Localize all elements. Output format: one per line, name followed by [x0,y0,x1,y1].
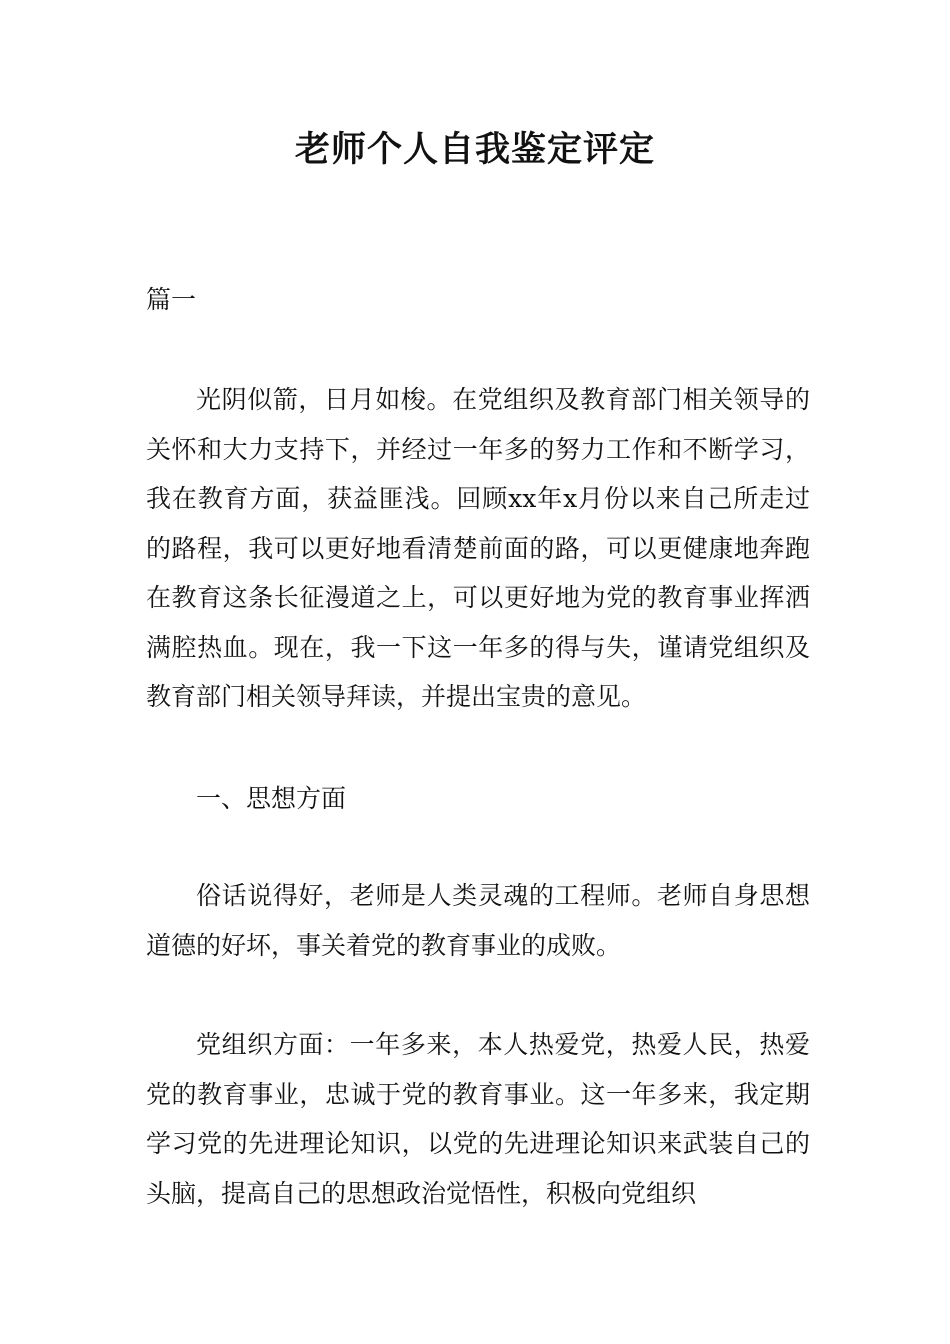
section-label: 篇一 [146,285,197,314]
paragraph-party: 党组织方面：一年多来，本人热爱党，热爱人民，热爱党的教育事业，忠诚于党的教育事业。这一年多来，我定期学习党的先进理论知识，以党的先进理论知识来武装自己的头脑，提高自己的思想政治觉悟性，积极向党组织 [146,1030,810,1208]
subheading-thought: 一、思想方面 [196,784,347,813]
paragraph-thought: 俗话说得好，老师是人类灵魂的工程师。老师自身思想道德的好坏，事关着党的教育事业的成败。 [146,881,810,960]
page-title: 老师个人自我鉴定评定 [294,130,655,170]
paragraph-intro: 光阴似箭，日月如梭。在党组织及教育部门相关领导的关怀和大力支持下，并经过一年多的努力工作和不断学习，我在教育方面，获益匪浅。回顾xx年x月份以来自己所走过的路程，我可以更好地看清楚前面的路，可以更健康地奔跑在教育这条长征漫道之上，可以更好地为党的教育事业挥洒满腔热血。现在，我一下这一年多的得与失，谨请党组织及教育部门相关领导拜读，并提出宝贵的意见。 [146,385,810,711]
